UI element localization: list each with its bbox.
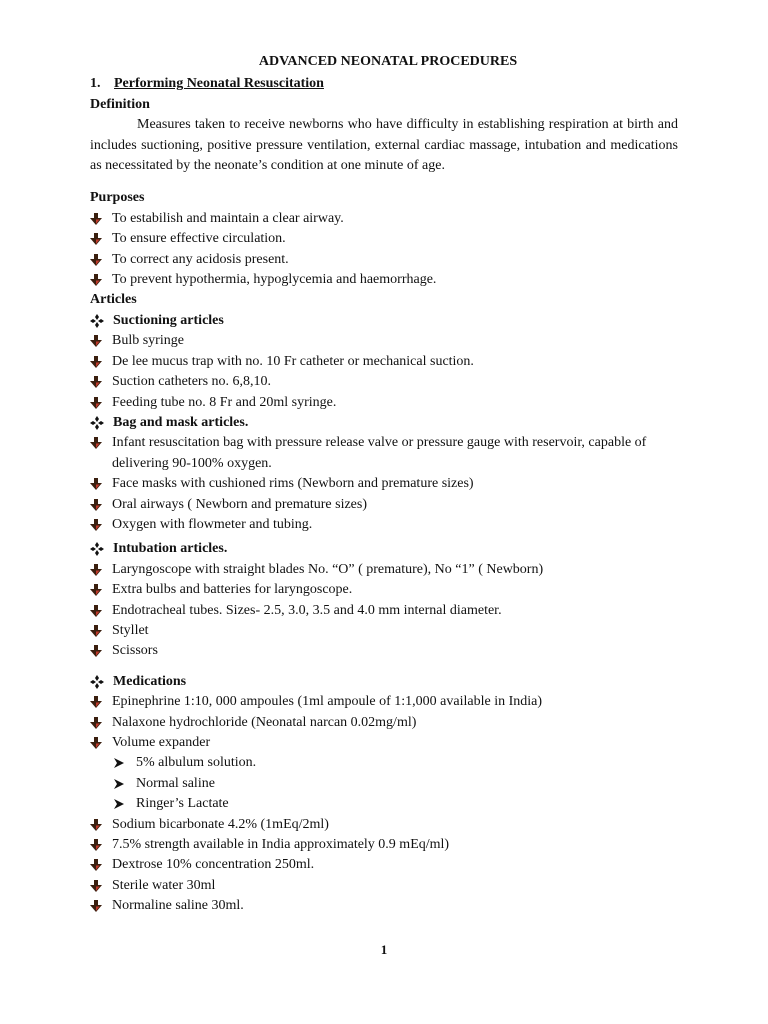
- down-arrow-bullet-icon: [90, 254, 102, 266]
- list-item-text: Bulb syringe: [112, 333, 184, 349]
- list-item-text: Face masks with cushioned rims (Newborn and premature sizes): [112, 476, 474, 492]
- bag-mask-list: [90, 433, 678, 535]
- list-item: [90, 815, 678, 835]
- list-item: [90, 835, 678, 855]
- intubation-list: [90, 560, 678, 662]
- definition-text: Measures taken to receive newborns who have difficulty in establishing respiration at birth and includes suctioning, positive pressure ventilation, external cardiac massage, intubation and medications as necessitated by the neonate’s condition at one minute of age.: [90, 117, 678, 174]
- list-item: [90, 372, 678, 392]
- suctioning-heading-label: Suctioning articles: [113, 312, 224, 328]
- list-item: [90, 733, 678, 753]
- medications-heading-label: Medications: [113, 673, 187, 689]
- list-item: [90, 433, 678, 474]
- list-item-text: Dextrose 10% concentration 250ml.: [112, 857, 315, 873]
- down-arrow-bullet-icon: [90, 397, 102, 409]
- down-arrow-bullet-icon: [90, 605, 102, 617]
- list-item-text: Suction catheters no. 6,8,10.: [112, 374, 272, 390]
- list-item-text: To estabilish and maintain a clear airway.: [112, 210, 344, 226]
- down-arrow-bullet-icon: [90, 478, 102, 490]
- list-item: [90, 876, 678, 896]
- section-number: 1.: [90, 76, 101, 92]
- list-item-text: Nalaxone hydrochloride (Neonatal narcan 0.02mg/ml): [112, 714, 417, 730]
- bag-mask-heading-label: Bag and mask articles.: [113, 414, 249, 430]
- purposes-heading: Purposes: [90, 190, 145, 206]
- down-arrow-bullet-icon: [90, 717, 102, 729]
- list-item: [90, 270, 678, 290]
- list-item: [90, 331, 678, 351]
- list-item: [90, 713, 678, 733]
- list-item-text: Infant resuscitation bag with pressure release valve or pressure gauge with reservoir, capable of delivering 90-100% oxygen.: [112, 435, 647, 471]
- list-item-text: Sodium bicarbonate 4.2% (1mEq/2ml): [112, 816, 329, 832]
- suctioning-heading: [90, 311, 678, 331]
- down-arrow-bullet-icon: [90, 645, 102, 657]
- list-item-text: To prevent hypothermia, hypoglycemia and haemorrhage.: [112, 272, 437, 288]
- down-arrow-bullet-icon: [90, 356, 102, 368]
- down-arrow-bullet-icon: [90, 274, 102, 286]
- down-arrow-bullet-icon: [90, 437, 102, 449]
- down-arrow-bullet-icon: [90, 859, 102, 871]
- list-item-text: Scissors: [112, 643, 158, 659]
- suctioning-list: [90, 331, 678, 413]
- list-item-text: Laryngoscope with straight blades No. “O” ( premature), No “1” ( Newborn): [112, 561, 544, 577]
- medications-heading: [90, 672, 678, 692]
- down-arrow-bullet-icon: [90, 233, 102, 245]
- intubation-heading-label: Intubation articles.: [113, 541, 228, 557]
- list-item: [90, 229, 678, 249]
- medications-list-b: [90, 815, 678, 917]
- document-page: [90, 52, 678, 917]
- chevron-right-icon: [114, 779, 124, 789]
- bag-mask-heading: [90, 413, 678, 433]
- list-item: [90, 580, 678, 600]
- list-item: [90, 209, 678, 229]
- down-arrow-bullet-icon: [90, 900, 102, 912]
- down-arrow-bullet-icon: [90, 519, 102, 531]
- volume-expander-list: [90, 753, 678, 814]
- list-item-text: Volume expander: [112, 735, 211, 750]
- list-item-text: Styllet: [112, 622, 149, 638]
- down-arrow-bullet-icon: [90, 696, 102, 708]
- down-arrow-bullet-icon: [90, 880, 102, 892]
- list-item: [90, 352, 678, 372]
- down-arrow-bullet-icon: [90, 335, 102, 347]
- list-item-text: De lee mucus trap with no. 10 Fr catheter or mechanical suction.: [112, 353, 474, 369]
- list-item-text: 7.5% strength available in India approximately 0.9 mEq/ml): [112, 837, 450, 853]
- list-item: [90, 855, 678, 875]
- down-arrow-bullet-icon: [90, 625, 102, 637]
- document-title: ADVANCED NEONATAL PROCEDURES: [258, 54, 518, 69]
- chevron-right-icon: [114, 758, 124, 768]
- sub-list-item: [112, 794, 678, 814]
- articles-heading: Articles: [90, 292, 137, 308]
- list-item-text: Oxygen with flowmeter and tubing.: [112, 516, 313, 532]
- sub-list-item-text: 5% albulum solution.: [136, 755, 257, 771]
- list-item-text: Normaline saline 30ml.: [112, 898, 244, 914]
- down-arrow-bullet-icon: [90, 213, 102, 225]
- list-item-text: To correct any acidosis present.: [112, 251, 289, 267]
- list-item: [90, 495, 678, 515]
- list-item-text: Sterile water 30ml: [112, 877, 216, 893]
- list-item: [90, 250, 678, 270]
- chevron-right-icon: [114, 799, 124, 809]
- sub-list-item: [112, 753, 678, 773]
- down-arrow-bullet-icon: [90, 376, 102, 388]
- list-item-text: Endotracheal tubes. Sizes- 2.5, 3.0, 3.5 and 4.0 mm internal diameter.: [112, 602, 502, 618]
- list-item-text: Epinephrine 1:10, 000 ampoules (1ml ampoule of 1:1,000 available in India): [112, 694, 543, 710]
- list-item-text: To ensure effective circulation.: [112, 231, 286, 247]
- list-item: [90, 896, 678, 916]
- down-arrow-bullet-icon: [90, 584, 102, 596]
- list-item: [90, 515, 678, 535]
- list-item: [90, 621, 678, 641]
- list-item-text: Extra bulbs and batteries for laryngoscope.: [112, 582, 353, 598]
- down-arrow-bullet-icon: [90, 819, 102, 831]
- list-item-text: Feeding tube no. 8 Fr and 20ml syringe.: [112, 394, 337, 410]
- list-item: [90, 560, 678, 580]
- list-item: [90, 474, 678, 494]
- down-arrow-bullet-icon: [90, 839, 102, 851]
- sub-list-item: [112, 774, 678, 794]
- intubation-heading: [90, 539, 678, 559]
- down-arrow-bullet-icon: [90, 564, 102, 576]
- sub-list-item-text: Ringer’s Lactate: [136, 796, 229, 812]
- section-heading: [90, 74, 678, 94]
- list-item: [90, 692, 678, 712]
- list-item: [90, 641, 678, 661]
- medications-list-a: [90, 692, 678, 753]
- list-item: [90, 601, 678, 621]
- purposes-list: [90, 209, 678, 291]
- list-item-text: Oral airways ( Newborn and premature sizes): [112, 496, 368, 512]
- section-title: Performing Neonatal Resuscitation: [114, 76, 324, 92]
- definition-heading: Definition: [90, 96, 150, 112]
- sub-list-item-text: Normal saline: [136, 775, 215, 791]
- down-arrow-bullet-icon: [90, 737, 102, 749]
- list-item: [90, 393, 678, 413]
- page-number: 1: [380, 942, 388, 957]
- down-arrow-bullet-icon: [90, 499, 102, 511]
